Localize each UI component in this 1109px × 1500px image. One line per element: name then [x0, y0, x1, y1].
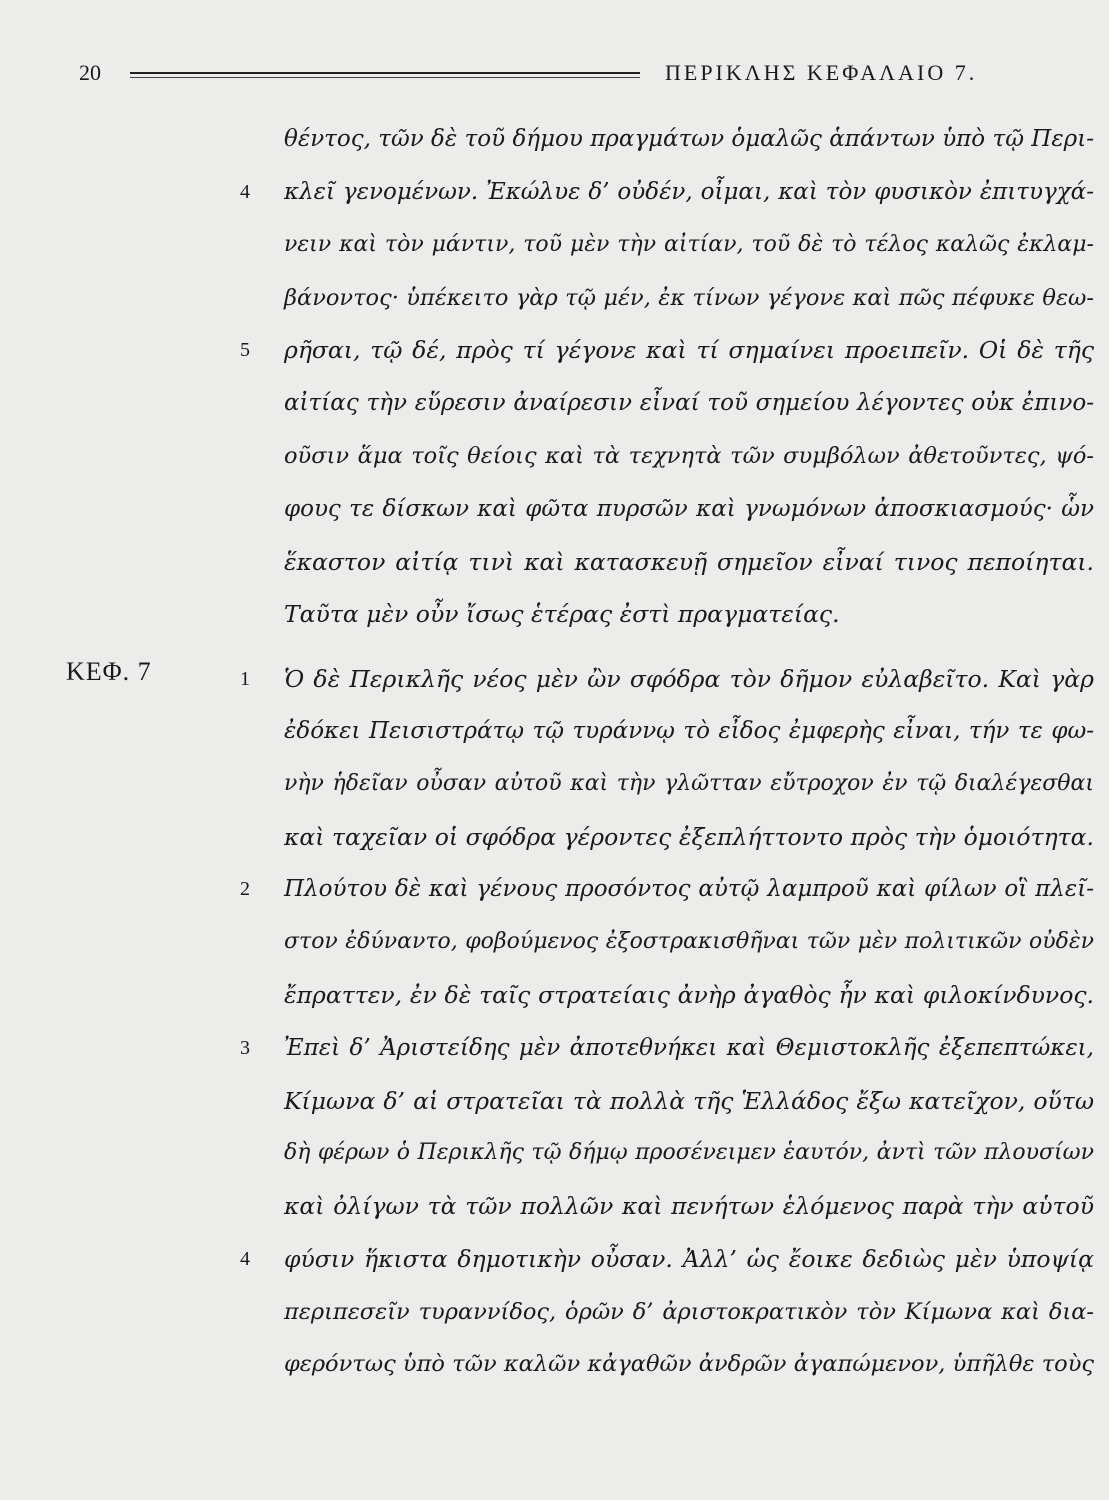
text-line: οῦσιν ἅμα τοῖς θείοις καὶ τὰ τεχνητὰ τῶν συμβόλων ἀθετοῦντες, ψό- [284, 443, 1094, 469]
header-rule [130, 72, 640, 74]
text-line: ἔπραττεν, ἐν δὲ ταῖς στρατείαις ἀνὴρ ἀγαθὸς ἦν καὶ φιλοκίνδυνος. [284, 981, 1094, 1009]
text-line: καὶ ὀλίγων τὰ τῶν πολλῶν καὶ πενήτων ἑλόμενος παρὰ τὴν αὑτοῦ [284, 1192, 1094, 1220]
text-line: θέντος, τῶν δὲ τοῦ δήμου πραγμάτων ὁμαλῶς ἁπάντων ὑπὸ τῷ Περι- [284, 126, 1094, 152]
text-line: Ὁ δὲ Περικλῆς νέος μὲν ὢν σφόδρα τὸν δῆμον εὐλαβεῖτο. Καὶ γὰρ [284, 665, 1094, 693]
section-number: 3 [240, 1037, 250, 1059]
text-line: Ταῦτα μὲν οὖν ἴσως ἑτέρας ἐστὶ πραγματείας. [284, 600, 840, 628]
text-line: βάνοντος· ὑπέκειτο γὰρ τῷ μέν, ἐκ τίνων γέγονε καὶ πῶς πέφυκε θεω- [284, 285, 1094, 311]
text-line: ρῆσαι, τῷ δέ, πρὸς τί γέγονε καὶ τί σημαίνει προειπεῖν. Οἱ δὲ τῆς [284, 336, 1094, 364]
chapter-label: ΚΕΦ. 7 [66, 657, 152, 686]
text-line: φους τε δίσκων καὶ φῶτα πυρσῶν καὶ γνωμόνων ἀποσκιασμούς· ὧν [284, 496, 1094, 522]
text-line: φερόντως ὑπὸ τῶν καλῶν κἀγαθῶν ἀνδρῶν ἀγαπώμενον, ὑπῆλθε τοὺς [284, 1351, 1094, 1377]
text-line: Κίμωνα δ’ αἱ στρατεῖαι τὰ πολλὰ τῆς Ἑλλάδος ἔξω κατεῖχον, οὕτω [284, 1087, 1094, 1115]
text-line: Ἐπεὶ δ’ Ἀριστείδης μὲν ἀποτεθνήκει καὶ Θεμιστοκλῆς ἐξεπεπτώκει, [284, 1035, 1094, 1061]
text-line: περιπεσεῖν τυραννίδος, ὁρῶν δ’ ἀριστοκρατικὸν τὸν Κίμωνα καὶ δια- [284, 1299, 1094, 1325]
text-line: ἐδόκει Πεισιστράτῳ τῷ τυράννῳ τὸ εἶδος ἐμφερὴς εἶναι, τήν τε φω- [284, 718, 1094, 744]
text-line: καὶ ταχεῖαν οἱ σφόδρα γέροντες ἐξεπλήττοντο πρὸς τὴν ὁμοιότητα. [284, 823, 1094, 851]
section-number: 4 [240, 1248, 250, 1270]
section-number: 5 [240, 339, 250, 361]
text-line: νὴν ἡδεῖαν οὖσαν αὐτοῦ καὶ τὴν γλῶτταν εὔτροχον ἐν τῷ διαλέγεσθαι [284, 771, 1094, 796]
page-number: 20 [79, 60, 101, 85]
text-line: φύσιν ἥκιστα δημοτικὴν οὖσαν. Ἀλλ’ ὡς ἔοικε δεδιὼς μὲν ὑποψίᾳ [284, 1245, 1094, 1273]
section-number: 4 [240, 181, 250, 203]
running-head: ΠΕΡΙΚΛΗΣ ΚΕΦΑΛΑΙΟ 7. [665, 60, 978, 85]
text-line: νειν καὶ τὸν μάντιν, τοῦ μὲν τὴν αἰτίαν, τοῦ δὲ τὸ τέλος καλῶς ἐκλαμ- [284, 232, 1094, 257]
text-line: δὴ φέρων ὁ Περικλῆς τῷ δήμῳ προσένειμεν ἑαυτόν, ἀντὶ τῶν πλουσίων [284, 1140, 1094, 1165]
text-line: αἰτίας τὴν εὕρεσιν ἀναίρεσιν εἶναί τοῦ σημείου λέγοντες οὐκ ἐπινο- [284, 390, 1094, 416]
text-line: ἕκαστον αἰτίᾳ τινὶ καὶ κατασκευῇ σημεῖον εἶναί τινος πεποίηται. [284, 548, 1094, 576]
section-number: 2 [240, 878, 250, 900]
text-line: στον ἐδύναντο, φοβούμενος ἐξοστρακισθῆναι τῶν μὲν πολιτικῶν οὐδὲν [284, 929, 1094, 954]
text-line: κλεῖ γενομένων. Ἐκώλυε δ’ οὐδέν, οἶμαι, καὶ τὸν φυσικὸν ἐπιτυγχά- [284, 179, 1094, 205]
section-number: 1 [240, 668, 250, 690]
text-line: Πλούτου δὲ καὶ γένους προσόντος αὐτῷ λαμπροῦ καὶ φίλων οἳ πλεῖ- [284, 876, 1094, 902]
